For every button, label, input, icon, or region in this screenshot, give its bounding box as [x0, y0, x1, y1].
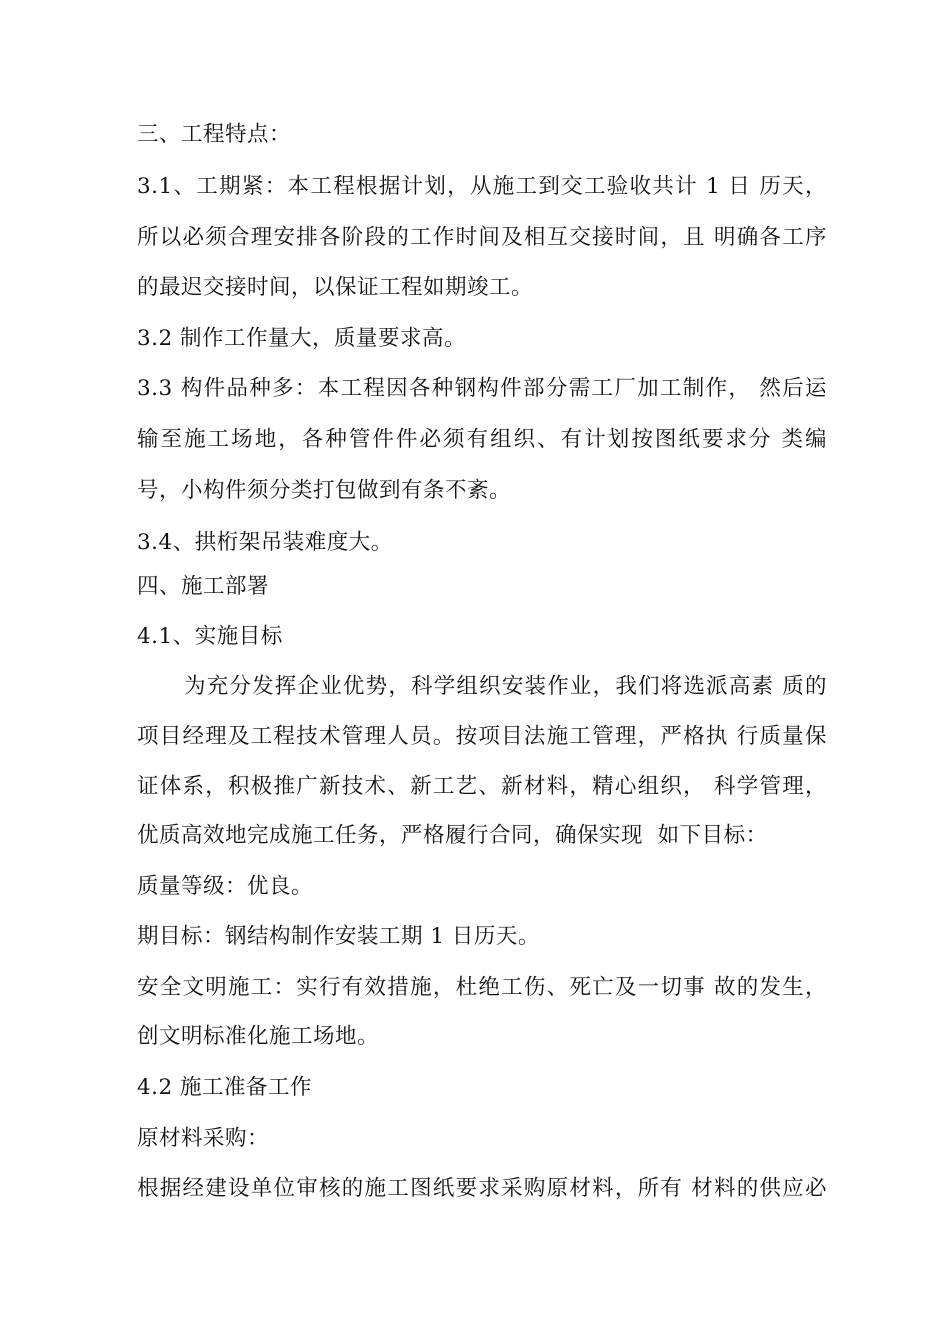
paragraph-line: 所以必须合理安排各阶段的工作时间及相互交接时间，且 明确各工序: [137, 225, 827, 250]
paragraph-line: 3.1、工期紧：本工程根据计划，从施工到交工验收共计 1 日 历天，: [137, 174, 827, 199]
paragraph-line: 号，小构件须分类打包做到有条不紊。: [137, 478, 512, 503]
paragraph-line: 安全文明施工：实行有效措施，杜绝工伤、死亡及一切事 故的发生，: [137, 975, 827, 1000]
section-heading-4: 四、施工部署: [137, 574, 270, 599]
subsection-heading: 4.1、实施目标: [137, 624, 283, 649]
paragraph-line: 为充分发挥企业优势，科学组织安装作业，我们将选派高素 质的: [184, 674, 827, 699]
paragraph-line: 的最迟交接时间，以保证工程如期竣工。: [137, 275, 534, 300]
paragraph-line: 输至施工场地，各种管件件必须有组织、有计划按图纸要求分 类编: [137, 427, 827, 452]
paragraph-line: 期目标：钢结构制作安装工期 1 日历天。: [137, 924, 540, 949]
paragraph-line: 项目经理及工程技术管理人员。按项目法施工管理，严格执 行质量保: [137, 724, 827, 749]
paragraph-line: 根据经建设单位审核的施工图纸要求采购原材料，所有 材料的供应必: [137, 1176, 827, 1201]
paragraph-line: 3.3 构件品种多：本工程因各种钢构件部分需工厂加工制作， 然后运: [137, 376, 827, 401]
paragraph-line: 3.2 制作工作量大，质量要求高。: [137, 326, 467, 351]
paragraph-line: 证体系，积极推广新技术、新工艺、新材料，精心组织， 科学管理，: [137, 774, 827, 799]
paragraph-line: 质量等级：优良。: [137, 874, 314, 899]
paragraph-line: 创文明标准化施工场地。: [137, 1024, 380, 1049]
paragraph-line: 原材料采购：: [137, 1126, 270, 1151]
paragraph-line: 优质高效地完成施工任务，严格履行合同，确保实现 如下目标：: [137, 823, 768, 848]
subsection-heading: 4.2 施工准备工作: [137, 1075, 313, 1100]
section-heading-3: 三、工程特点：: [137, 122, 292, 147]
paragraph-line: 3.4、拱桁架吊装难度大。: [137, 530, 393, 555]
